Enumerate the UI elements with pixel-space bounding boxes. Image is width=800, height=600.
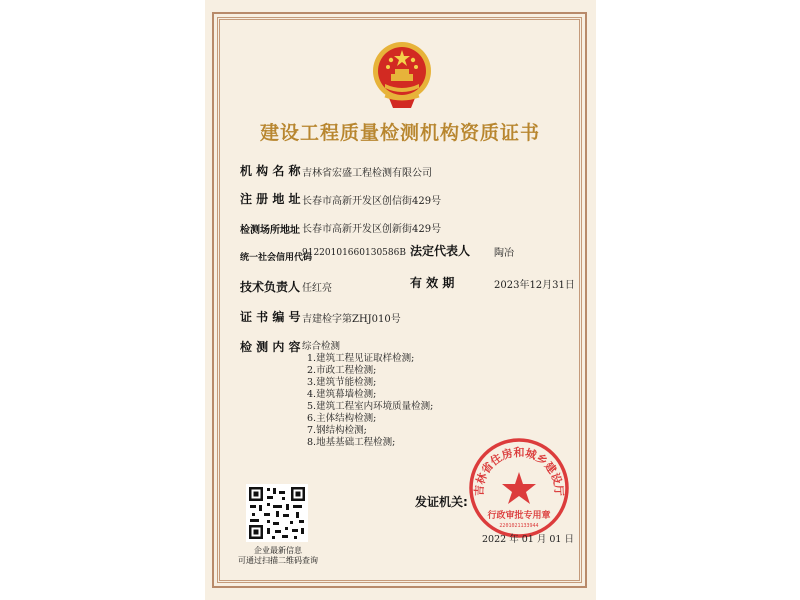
scope-item: 6.主体结构检测; bbox=[307, 413, 377, 424]
scope-item: 7.钢结构检测; bbox=[307, 425, 367, 436]
legal-rep-label: 法定代表人 bbox=[410, 244, 471, 258]
official-seal-icon bbox=[465, 434, 573, 542]
scope-item: 8.地基基础工程检测; bbox=[307, 437, 396, 448]
reg-address-label: 注 册 地 址 bbox=[240, 192, 301, 206]
test-site-value: 长春市高新开发区创新街429号 bbox=[302, 224, 442, 235]
credit-code-label: 统一社会信用代码 bbox=[240, 253, 313, 263]
scope-item: 综合检测 bbox=[302, 341, 341, 352]
cert-no-value: 吉建检字第ZHJ010号 bbox=[302, 314, 401, 325]
issuer-label: 发证机关: bbox=[415, 495, 468, 509]
org-name-value: 吉林省宏盛工程检测有限公司 bbox=[302, 168, 432, 179]
svg-text:2201021133944: 2201021133944 bbox=[499, 523, 539, 529]
svg-text:吉林省住房和城乡建设厅: 吉林省住房和城乡建设厅 bbox=[472, 446, 566, 497]
validity-value: 2023年12月31日 bbox=[494, 280, 575, 291]
scope-item: 4.建筑幕墙检测; bbox=[307, 389, 377, 400]
qr-caption-line1: 企业最新信息 bbox=[254, 546, 302, 555]
reg-address-value: 长春市高新开发区创信街429号 bbox=[302, 196, 442, 207]
scope-label: 检 测 内 容 bbox=[240, 340, 301, 354]
legal-rep-value: 陶冶 bbox=[494, 248, 514, 259]
qr-caption bbox=[226, 546, 330, 566]
svg-text:行政审批专用章: 行政审批专用章 bbox=[487, 511, 551, 521]
org-name-label: 机 构 名 称 bbox=[240, 164, 301, 178]
certificate-title: 建设工程质量检测机构资质证书 bbox=[259, 122, 540, 144]
scope-item: 2.市政工程检测; bbox=[307, 365, 377, 376]
tech-lead-value: 任红亮 bbox=[302, 283, 332, 294]
national-emblem-icon bbox=[371, 38, 433, 110]
tech-lead-label: 技术负责人 bbox=[240, 280, 301, 294]
scope-item: 1.建筑工程见证取样检测; bbox=[307, 353, 415, 364]
scope-item: 5.建筑工程室内环境质量检测; bbox=[307, 401, 434, 412]
scope-item: 3.建筑节能检测; bbox=[307, 377, 377, 388]
cert-no-label: 证 书 编 号 bbox=[240, 310, 301, 324]
credit-code-value: 91220101660130586B bbox=[302, 248, 406, 258]
issue-date: 2022 年 01 月 01 日 bbox=[482, 534, 574, 545]
qr-code[interactable] bbox=[246, 484, 308, 542]
qr-caption-line2: 可通过扫描二维码查询 bbox=[238, 556, 318, 565]
validity-label: 有 效 期 bbox=[410, 276, 455, 290]
test-site-label: 检测场所地址 bbox=[240, 225, 300, 236]
